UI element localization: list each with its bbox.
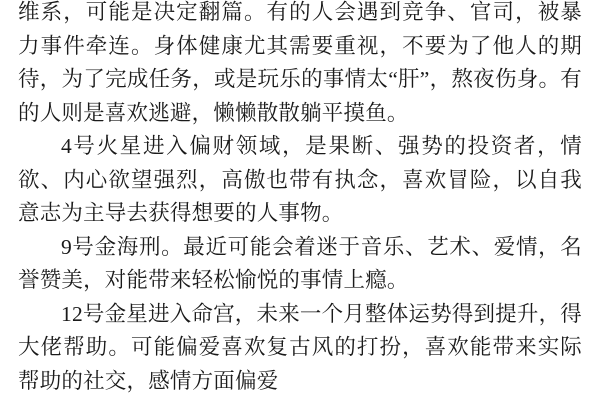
paragraph-2: 4号火星进入偏财领域，是果断、强势的投资者，情欲、内心欲望强烈，高傲也带有执念，喜欢冒险，以自我意志为主导去获得想要的人事物。 (18, 134, 582, 225)
paragraph-1: 维系，可能是决定翻篇。有的人会遇到竞争、官司，被暴力事件牵连。身体健康尤其需要重视，不要为了他人的期待，为了完成任务，或是玩乐的事情太“肝”，熬夜伤身。有的人则是喜欢逃避，懒懒散散躺平摸鱼。 (18, 0, 582, 125)
paragraph-4: 12号金星进入命宫，未来一个月整体运势得到提升，得大佬帮助。可能偏爱喜欢复古风的打扮，喜欢能带来实际帮助的社交，感情方面偏爱 (18, 301, 583, 393)
paragraph-3: 9号金海刑。最近可能会着迷于音乐、艺术、爱情，名誉赞美，对能带来轻松愉悦的事情上瘾。 (18, 234, 582, 292)
article-body (18, 0, 582, 398)
